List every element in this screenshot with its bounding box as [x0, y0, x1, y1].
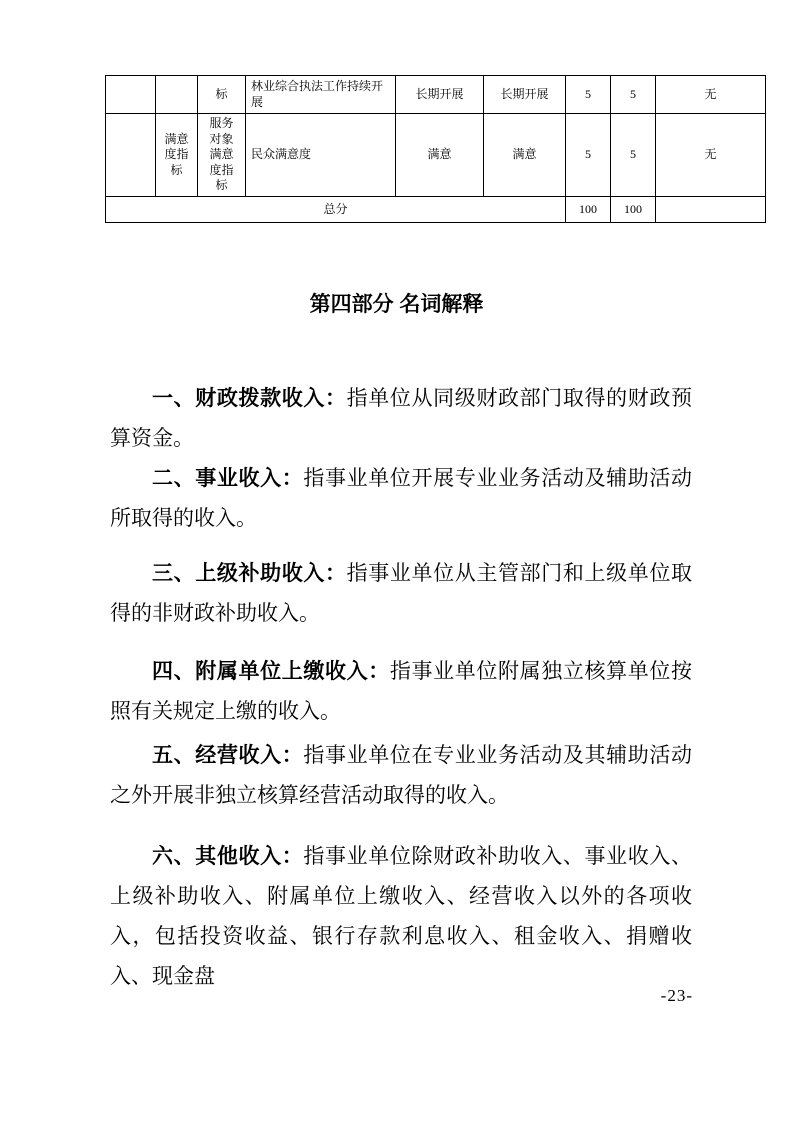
term-text: 指事业单位在专业业务活动及其辅助活动之外开展非独立核算经营活动取得的收入。 — [110, 743, 692, 807]
table-cell — [106, 76, 156, 114]
table-cell — [156, 76, 198, 114]
term-label: 三、上级补助收入： — [152, 561, 347, 585]
term-text: 指事业单位除财政补助收入、事业收入、上级补助收入、附属单位上缴收入、经营收入以外的各项收入，包括投资收益、银行存款利息收入、租金收入、捐赠收入、现金盘 — [110, 844, 692, 988]
score-cell: 5 — [566, 76, 611, 114]
total-label-cell: 总分 — [106, 196, 566, 222]
definition-paragraph — [110, 735, 692, 815]
table-cell: 标 — [198, 76, 246, 114]
section-heading: 第四部分 名词解释 — [309, 293, 484, 316]
score-cell: 5 — [566, 114, 611, 197]
category-cell: 满意度指标 — [156, 114, 198, 197]
definition-paragraph — [110, 458, 692, 538]
term-label: 五、经营收入： — [152, 743, 304, 767]
performance-indicator-table — [105, 75, 766, 223]
term-label: 二、事业收入： — [152, 466, 304, 490]
remark-cell — [656, 196, 766, 222]
actual-value-cell: 满意 — [484, 114, 566, 197]
actual-value-cell: 长期开展 — [484, 76, 566, 114]
page-number: -23- — [660, 986, 693, 1005]
score-cell: 5 — [611, 76, 656, 114]
table-cell — [106, 114, 156, 197]
table-row — [106, 76, 766, 114]
total-score-cell: 100 — [566, 196, 611, 222]
term-text: 指事业单位从主管部门和上级单位取得的非财政补助收入。 — [110, 561, 692, 625]
term-label: 六、其他收入： — [152, 844, 304, 868]
indicator-name-cell: 林业综合执法工作持续开展 — [246, 76, 396, 114]
table-row-total — [106, 196, 766, 222]
definition-paragraph — [110, 651, 692, 731]
glossary-definitions — [110, 378, 692, 996]
subcategory-cell: 服务对象满意度指标 — [198, 114, 246, 197]
score-cell: 5 — [611, 114, 656, 197]
term-label: 一、财政拨款收入： — [152, 386, 347, 410]
term-text: 指事业单位开展专业业务活动及辅助活动所取得的收入。 — [110, 466, 692, 530]
definition-paragraph — [110, 378, 692, 458]
target-value-cell: 满意 — [396, 114, 484, 197]
definition-paragraph — [110, 553, 692, 633]
remark-cell: 无 — [656, 76, 766, 114]
target-value-cell: 长期开展 — [396, 76, 484, 114]
total-score-cell: 100 — [611, 196, 656, 222]
term-label: 四、附属单位上缴收入： — [152, 659, 390, 683]
indicator-name-cell: 民众满意度 — [246, 114, 396, 197]
term-text: 指单位从同级财政部门取得的财政预算资金。 — [110, 386, 692, 450]
term-text: 指事业单位附属独立核算单位按照有关规定上缴的收入。 — [110, 659, 692, 723]
table-row — [106, 114, 766, 197]
definition-paragraph — [110, 836, 692, 996]
remark-cell: 无 — [656, 114, 766, 197]
performance-table-wrap — [105, 75, 765, 223]
